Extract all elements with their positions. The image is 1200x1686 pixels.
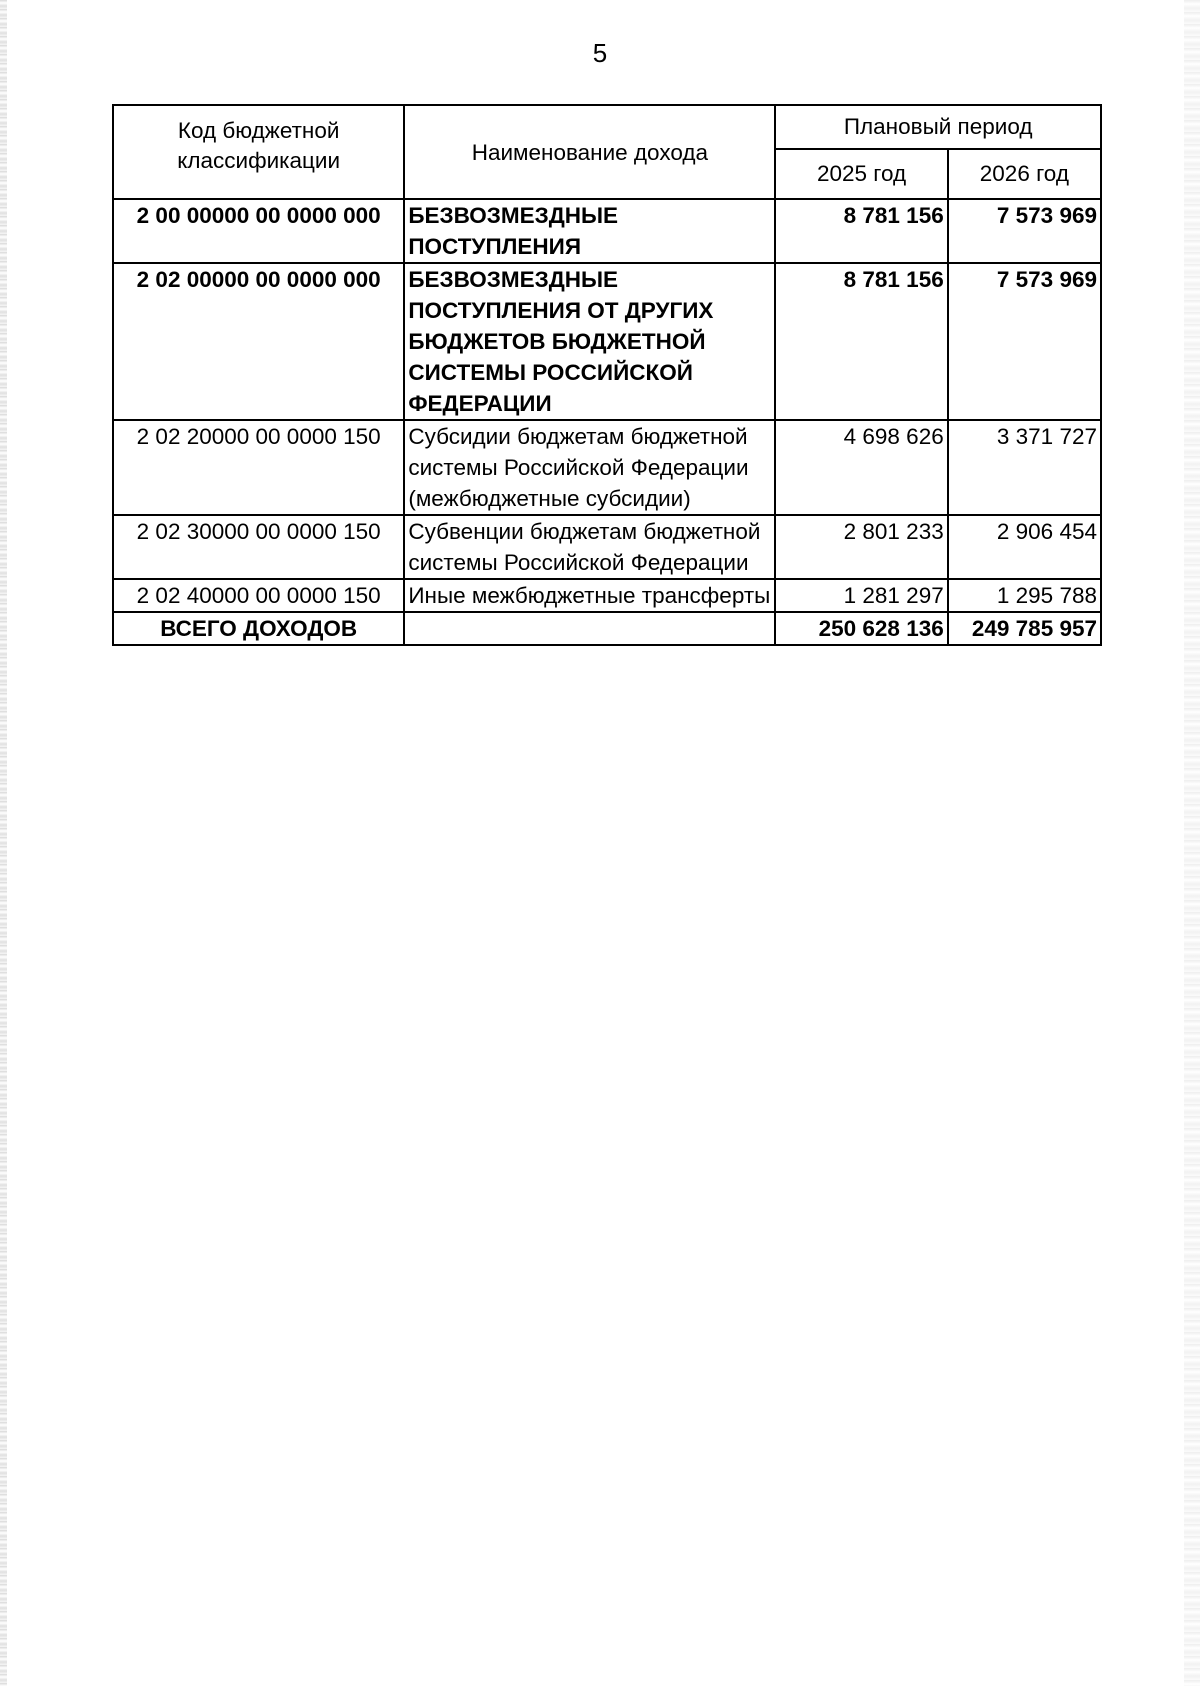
- row-code: 2 02 30000 00 0000 150: [113, 515, 404, 579]
- total-label: ВСЕГО ДОХОДОВ: [113, 612, 404, 645]
- total-name: [404, 612, 775, 645]
- row-name: Иные межбюджетные трансферты: [404, 579, 775, 612]
- header-code: Код бюджетной классификации: [113, 105, 404, 199]
- table-row: [113, 263, 1101, 420]
- row-value-2026: 7 573 969: [948, 263, 1101, 420]
- row-code: 2 00 00000 00 0000 000: [113, 199, 404, 263]
- row-value-2025: 8 781 156: [775, 199, 947, 263]
- header-year-2025: 2025 год: [775, 149, 947, 199]
- row-name: Субсидии бюджетам бюджетной системы Российской Федерации (межбюджетные субсидии): [404, 420, 775, 515]
- scan-edge-left: [0, 0, 7, 1686]
- header-year-2026: 2026 год: [948, 149, 1101, 199]
- row-name: БЕЗВОЗМЕЗДНЫЕ ПОСТУПЛЕНИЯ ОТ ДРУГИХ БЮДЖЕТОВ БЮДЖЕТНОЙ СИСТЕМЫ РОССИЙСКОЙ ФЕДЕРАЦИИ: [404, 263, 775, 420]
- table-row: [113, 420, 1101, 515]
- table-row: [113, 515, 1101, 579]
- row-value-2026: 3 371 727: [948, 420, 1101, 515]
- row-name: БЕЗВОЗМЕЗДНЫЕ ПОСТУПЛЕНИЯ: [404, 199, 775, 263]
- total-value-2026: 249 785 957: [948, 612, 1101, 645]
- row-value-2026: 2 906 454: [948, 515, 1101, 579]
- page-number: 5: [592, 38, 608, 68]
- total-row: [113, 612, 1101, 645]
- scan-edge-right: [1184, 0, 1200, 1686]
- table-row: [113, 199, 1101, 263]
- row-value-2025: 1 281 297: [775, 579, 947, 612]
- row-value-2025: 4 698 626: [775, 420, 947, 515]
- row-value-2026: 7 573 969: [948, 199, 1101, 263]
- row-value-2025: 2 801 233: [775, 515, 947, 579]
- row-value-2026: 1 295 788: [948, 579, 1101, 612]
- row-value-2025: 8 781 156: [775, 263, 947, 420]
- row-code: 2 02 20000 00 0000 150: [113, 420, 404, 515]
- revenue-table: [112, 104, 1102, 646]
- row-name: Субвенции бюджетам бюджетной системы Российской Федерации: [404, 515, 775, 579]
- header-row-1: [113, 105, 1101, 149]
- header-period: Плановый период: [775, 105, 1101, 149]
- table-row: [113, 579, 1101, 612]
- row-code: 2 02 40000 00 0000 150: [113, 579, 404, 612]
- total-value-2025: 250 628 136: [775, 612, 947, 645]
- row-code: 2 02 00000 00 0000 000: [113, 263, 404, 420]
- header-name: Наименование дохода: [404, 105, 775, 199]
